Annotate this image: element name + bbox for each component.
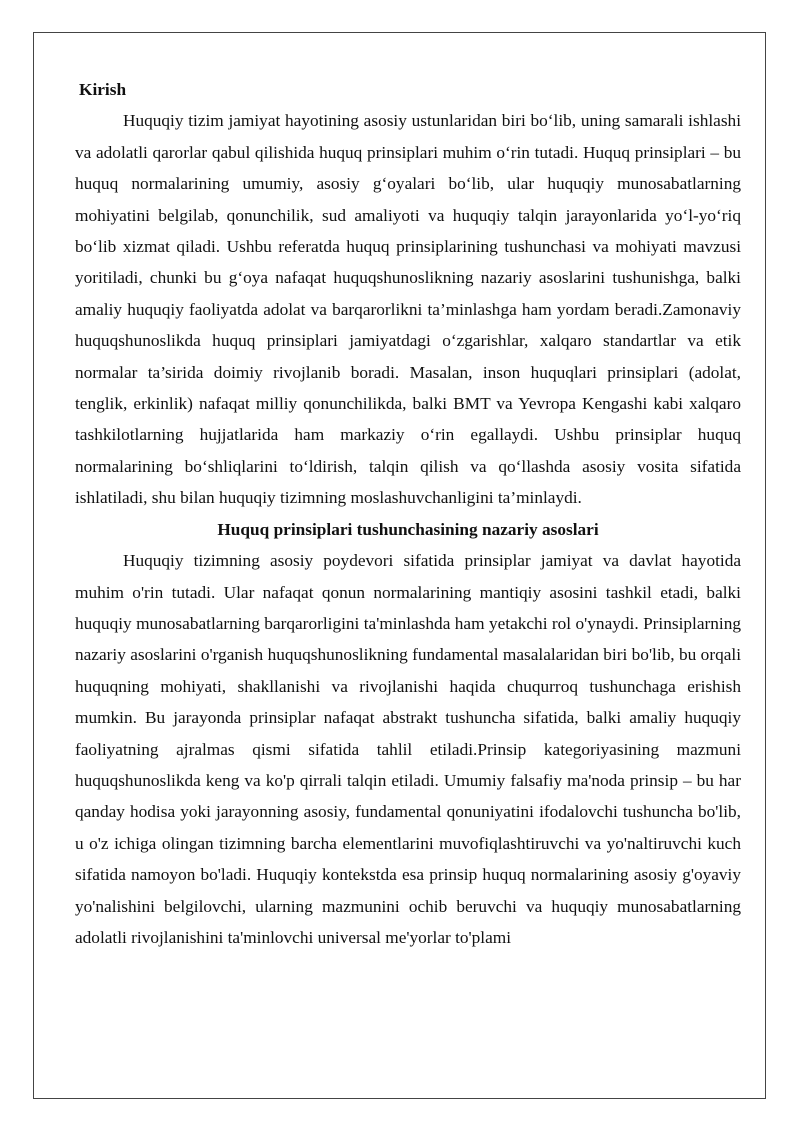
section-paragraph: Huquqiy tizimning asosiy poydevori sifatida prinsiplar jamiyat va davlat hayotida muhim o'rin tutadi. Ular nafaqat qonun normalarining mantiqiy asosini tashkil etadi, balki huquqiy munosabatlarning barqarorligini ta'minlashda ham yetakchi rol o'ynaydi. Prinsiplarning nazariy asoslarini o'rganish huquqshunoslikning fundamental masalalaridan biri bo'lib, bu orqali huquqning mohiyati, shakllanishi va rivojlanishi haqida chuqurroq tushunchaga erishish mumkin. Bu jarayonda prinsiplar nafaqat abstrakt tushuncha sifatida, balki amaliy huquqiy faoliyatning ajralmas qismi sifatida tahlil etiladi.Prinsip kategoriyasining mazmuni huquqshunoslikda keng va ko'p qirrali talqin etiladi. Umumiy falsafiy ma'noda prinsip – bu har qanday hodisa yoki jarayonning asosiy, fundamental qonuniyatini ifodalovchi tushuncha bo'lib, u o'z ichiga olingan tizimning barcha elementlarini muvofiqlashtiruvchi va yo'naltiruvchi kuch sifatida namoyon bo'ladi. Huquqiy kontekstda esa prinsip huquq normalarining asosiy g'oyaviy yo'nalishini belgilovchi, ularning mazmunini ochib beruvchi va huquqiy munosabatlarning adolatli rivojlanishini ta'minlovchi universal me'yorlar to'plami (75, 551, 741, 947)
intro-paragraph: Huquqiy tizim jamiyat hayotining asosiy ustunlaridan biri bo‘lib, uning samarali ishlashi va adolatli qarorlar qabul qilishida huquq prinsiplari muhim o‘rin tutadi. Huquq prinsiplari – bu huquq normalarining umumiy, asosiy g‘oyalari bo‘lib, ular huquqiy munosabatlarning mohiyatini belgilab, qonunchilik, sud amaliyoti va huquqiy talqin jarayonlarida yo‘l-yo‘riq bo‘lib xizmat qiladi. Ushbu referatda huquq prinsiplarining tushunchasi va mohiyati mavzusi yoritiladi, chunki bu g‘oya nafaqat huquqshunoslikning nazariy asoslarini tushunishga, balki amaliy huquqiy faoliyatda adolat va barqarorlikni ta’minlashga ham yordam beradi.Zamonaviy huquqshunoslikda huquq prinsiplari jamiyatdagi o‘zgarishlar, xalqaro standartlar va etik normalar ta’sirida doimiy rivojlanib boradi. Masalan, inson huquqlari prinsiplari (adolat, tenglik, erkinlik) nafaqat milliy qonunchilikda, balki BMT va Yevropa Kengashi kabi xalqaro tashkilotlarning hujjatlarida ham markaziy o‘rin egallaydi. Ushbu prinsiplar huquq normalarining bo‘shliqlarini to‘ldirish, talqin qilish va qo‘llashda asosiy vosita sifatida ishlatiladi, shu bilan huquqiy tizimning moslashuvchanligini ta’minlaydi. (75, 111, 741, 508)
document-body (75, 74, 741, 953)
intro-heading: Kirish (79, 80, 127, 99)
section-title: Huquq prinsiplari tushunchasining nazariy asoslari (217, 519, 599, 539)
